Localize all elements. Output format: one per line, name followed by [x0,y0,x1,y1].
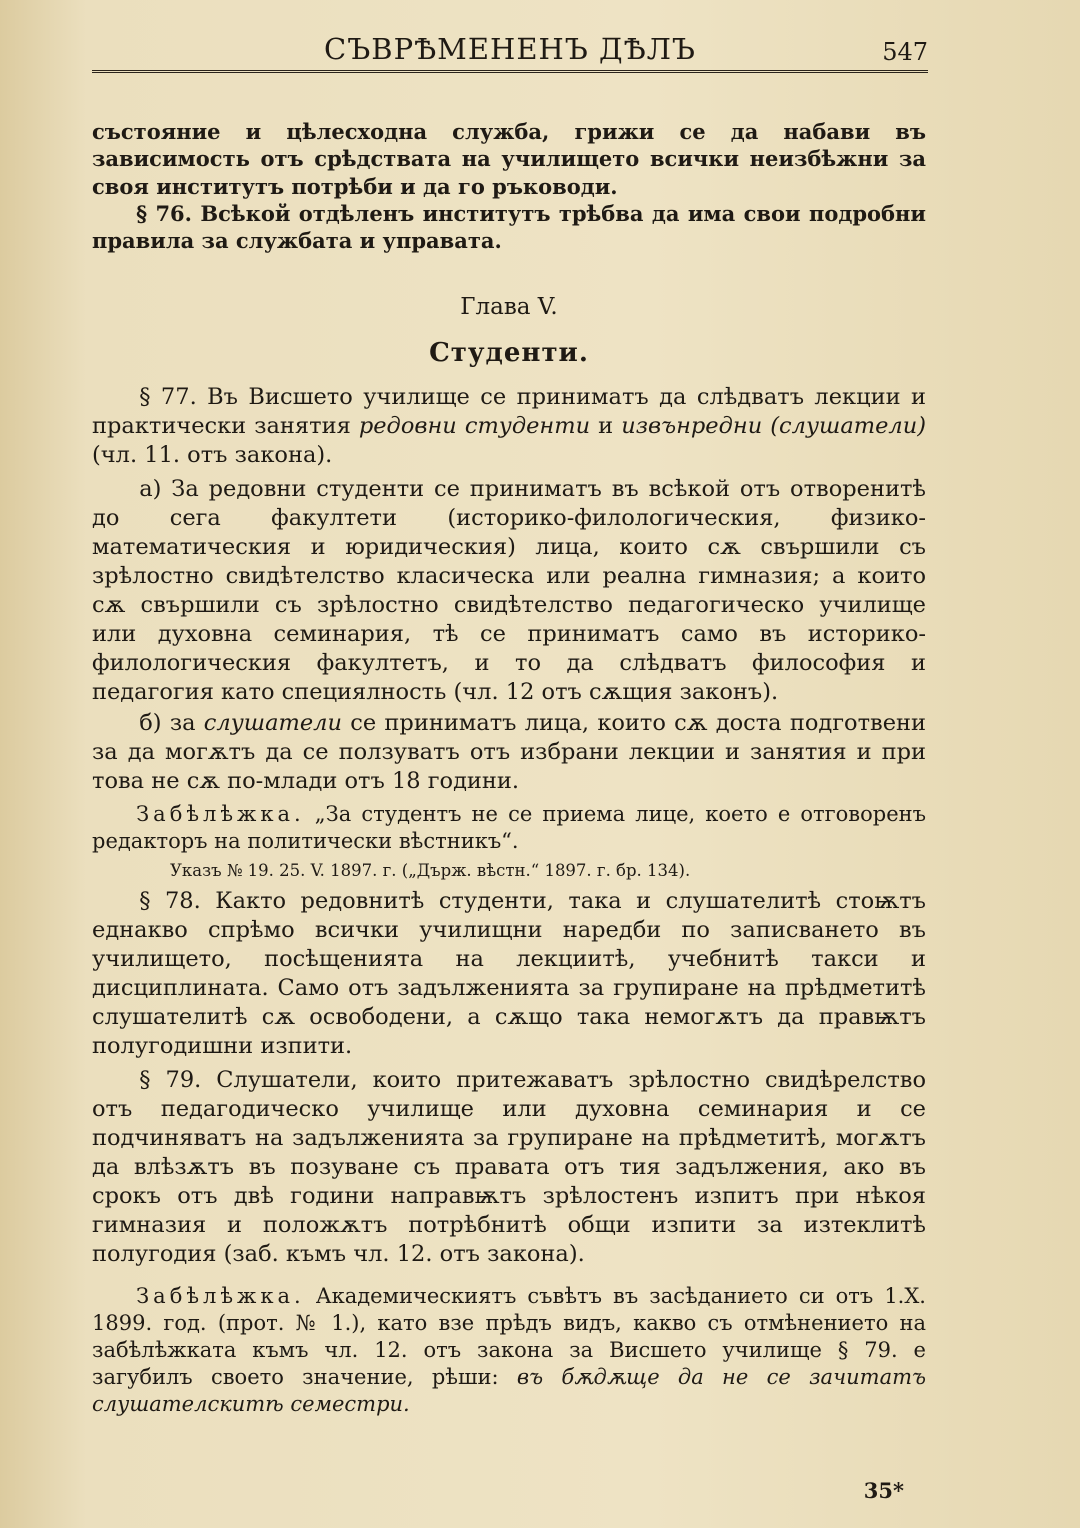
note-2-em: въ бѫдѫще да не се зачитатъ слушателскитѣ семестри. [92,1364,926,1416]
section-77-lead: § 77. Въ Висшето училище се приниматъ да слѣдватъ лекции и практически занятия [92,384,926,440]
page-number: 547 [882,38,928,66]
note-2-text: Академическиятъ съвѣтъ въ засѣданието си отъ 1.X. 1899. год. (прот. № 1.), като взе прѣдъ видъ, какво съ отмѣнението на забѣлѣжката къмъ чл. 12. отъ закона за Висшето училище § 79. е загубилъ своето значение, рѣши: [92,1283,926,1389]
intro-paragraph: състояние и цѣлесходна служба, грижи се да набави въ зависимость отъ срѣдствата на училището всички неизбѣжни за своя институтъ потрѣби и да го ръководи. [92,119,926,199]
signature-mark: 35* [863,1478,904,1503]
note-1 [92,801,926,856]
clause-b [92,709,926,796]
section-77 [92,383,926,470]
page-header [92,28,928,68]
section-77-tail: (чл. 11. отъ закона). [92,442,333,469]
running-title: СЪВРѢМЕНЕНЪ ДѢЛЪ [324,32,696,66]
clause-b-tail: се приниматъ лица, които сѫ доста подготвени за да могѫтъ да се ползуватъ отъ избрани лекции и занятия и при това не сѫ по-млади отъ 18 години. [92,710,927,795]
section-78: § 78. Както редовнитѣ студенти, така и слушателитѣ стоѭтъ еднакво спрѣмо всички училищни наредби по записването въ училището, посѣщенията на лекциитѣ, учебнитѣ такси и дисциплината. Само отъ задълженията за групиране на прѣдметитѣ слушателитѣ сѫ освободени, а сѫщо така немогѫтъ да правѭтъ полугодишни изпити. [92,887,926,1059]
header-rule [92,70,928,76]
section-77-em-extra: извънредни (слушатели) [621,413,926,440]
clause-b-em: слушатели [203,710,342,737]
chapter-heading: Глава V. [460,294,558,321]
section-77-em-regular: редовни студенти [358,413,591,440]
section-77-mid: и [598,413,614,440]
decree-reference: Указъ № 19. 25. V. 1897. г. („Държ. вѣстн.“ 1897. г. бр. 134). [170,860,691,880]
intro-block [92,118,926,254]
clause-a: а) За редовни студенти се приниматъ въ всѣкой отъ отворенитѣ до сега факултети (историко-филологическия, физико-математическия и юридическия) лица, които сѫ свършили съ зрѣлостно свидѣтелство класическа или реална гимназия; а които сѫ свършили съ зрѣлостно свидѣтелство педагогическо училище или духовна семинария, тѣ се приниматъ само въ историко-филологическия факултетъ, и то да слѣдватъ философия и педагогия като специялность (чл. 12 отъ сѫщия законъ). [92,476,926,706]
page-body [92,118,926,1418]
chapter-title: Студенти. [429,337,589,368]
section-79: § 79. Слушатели, които притежаватъ зрѣлостно свидѣрелство отъ педагодическо училище или духовна семинария и се подчиняватъ на задълженията за групиране на прѣдметитѣ, могѫтъ да влѣзѫтъ въ позуване съ правата отъ тия задължения, ако въ срокъ отъ двѣ години направѭтъ зрѣлостенъ изпитъ при нѣкоя гимназия и положѫтъ потрѣбнитѣ общи изпити за изтеклитѣ полугодия (заб. къмъ чл. 12. отъ закона). [92,1066,926,1267]
note-2-label: Забѣлѣжка. [136,1283,305,1308]
note-1-label: Забѣлѣжка. [136,802,305,827]
section-76: § 76. Всѣкой отдѣленъ институтъ трѣбва да има свои подробни правила за службата и управата. [92,200,926,254]
note-1-text: „За студентъ не се приема лице, което е отговоренъ редакторъ на политически вѣстникъ“. [92,802,926,854]
note-2 [92,1283,926,1418]
clause-b-lead: б) за [139,710,196,737]
